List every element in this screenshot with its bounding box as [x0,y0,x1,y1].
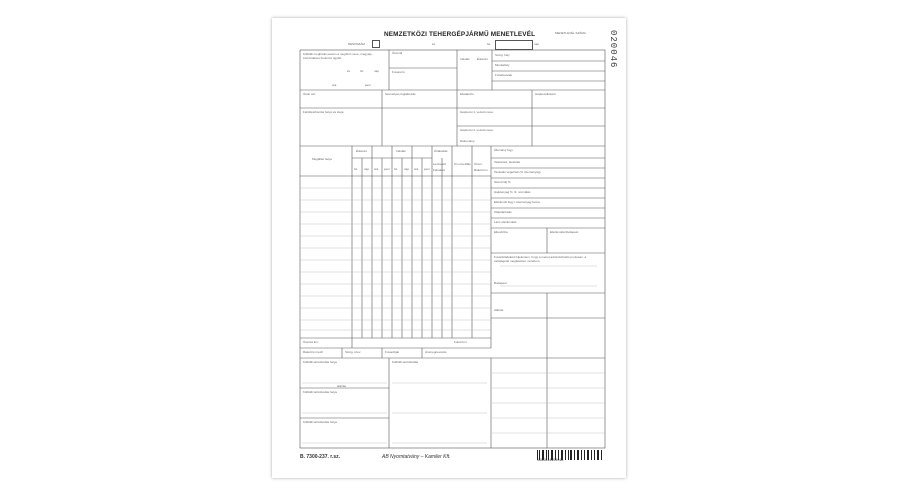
km-allas-label: Km óra állás [454,162,471,166]
header-ora: óra [332,83,337,87]
utvar-label: Útvar cél: [303,92,316,96]
indulas-col-label: Indulás [396,149,406,153]
arumegnevezes-label: Árumegnevezés [425,350,447,354]
barcode-digits: 5995914950018 [537,459,564,463]
table-sub-col: óra [374,167,379,171]
nap-label: nap [534,42,540,46]
vetelezes-label: Vételezés, tankolás [494,160,521,164]
alairas-label: aláírás [337,384,347,388]
megall-label: Megállás helye [312,157,333,161]
table-sub-col: Felrakott [433,168,445,172]
date-box[interactable] [495,40,533,50]
table-sub-col: perc [384,167,390,171]
form-sheet [272,18,626,478]
gepkocsivezeto2-label: Gépkocsi 2. vezető neve: [460,128,494,132]
form-number: B. 7300-237. r.sz. [300,454,341,460]
lanc-label: Lanc elszámolás [494,220,517,224]
indulas-label: Indulás [460,57,470,61]
gepkocsikiser-label: Gépkocsikísérő [535,92,556,96]
table-sub-col: nap [364,167,370,171]
gepkocsivezeto1-label: Gépkocsi 1. vezető neve: [460,110,494,114]
ev-label: év [432,42,436,46]
publisher: AB Nyomtatvány – Kamiler Kft. [382,454,451,460]
ellenorizte-label: Ellenőrizte [494,230,509,234]
header-perc: perc [365,83,371,87]
form-title: NEMZETKÖZI TEHERGÉPJÁRMŰ MENETLEVÉL [384,31,536,38]
szolg-hely-label: Szolg. hely [495,53,510,57]
header-ev: év [347,69,351,73]
elszamolt-label: Elszámolt fogy./ üzemanyag forma [494,200,540,204]
table-sub-col: perc [424,167,430,171]
felrakodas-label: Feltöltés/bontás helye és ideje: [303,110,345,114]
allomany-fogy-label: Állomány fogy. [494,148,514,152]
serial-caption: MENETLEVÉL SZÁMA [555,31,586,35]
rakomany-label: Rakomány: [460,139,476,143]
header-ho: hó [360,69,364,73]
tank-vegeztek-label: Tankolás végeztek (% üzemanyag) [494,170,541,174]
kulfoldi-hely-1: Külföldi tartózkodás helye [303,360,338,364]
rendszam-label: RENDSZÁM [348,42,365,46]
erkezes-label: Érkezés [477,57,488,61]
form-grid [272,18,626,478]
ossz-km-label: Összes km: [303,340,319,344]
munkahely-label: Munkahely [495,63,510,67]
kulfoldi-hely-3: Külföldi tartózkodás helye [303,420,338,424]
ho-label: hó [487,42,491,46]
rakott-tech-label: Rakott km tech [303,350,324,354]
uzem-label: Üzem. [474,162,483,166]
kulfoldi-label: Külföldi megbízás esetén a megbízó neve, megyéje, szerződéses fuvarozó ügyfél: [303,52,373,60]
elszamolta-label: Elszámolta Rudapest [550,230,579,234]
table-sub-col: hó [354,167,358,171]
barcode [537,450,605,464]
serial-number: 020046 [608,30,618,69]
atrakodas-col-label: Átrakodás [434,149,448,153]
table-sub-col: nap [404,167,410,171]
table-sub-col: Leszedett [433,162,447,166]
aluiras-label: Aláírás [494,308,504,312]
fuvardijak-label: Fuvardíjak [385,350,400,354]
table-sub-col: hó [394,167,398,171]
futott-km-label: Futott km: [454,340,468,344]
erkezes-col-label: Érkezés [356,149,367,153]
rakott-km-label: Rakott km [474,168,488,172]
szolg-szov-label: Szolg. szov. [345,350,361,354]
elvalaszto-label: Elválasztó [460,92,474,96]
olaj-label: Olajutánfutás [494,210,512,214]
kulfoldi-tartozkodas: Külföldi tartózkodás [392,360,419,364]
kulfoldi-hely-2: Külföldi tartózkodás helye [303,390,338,394]
utvonal-label: Útvonal [392,51,403,55]
szerviz-label: Szervizdíj % [494,180,511,184]
hajtoanyag-label: Hajtóanyag %, ill. normálás [494,190,531,194]
nyilatkozat-text: Fuvarfeladóként kijelentem, hogy a menet adminisztráció pontosan, a valóságnak megfelelően vezettem. [494,255,587,263]
fuvarozo-label: Fuvarozó [392,70,405,74]
fuvarlevel-label: Fuvarlevelek [495,73,513,77]
szemelyes-label: Személyes foglalkozás [385,92,416,96]
budapest-label: Budapest [494,281,507,285]
header-nap: nap [374,69,380,73]
rendszam-box[interactable] [372,40,380,48]
table-sub-col: óra [414,167,419,171]
